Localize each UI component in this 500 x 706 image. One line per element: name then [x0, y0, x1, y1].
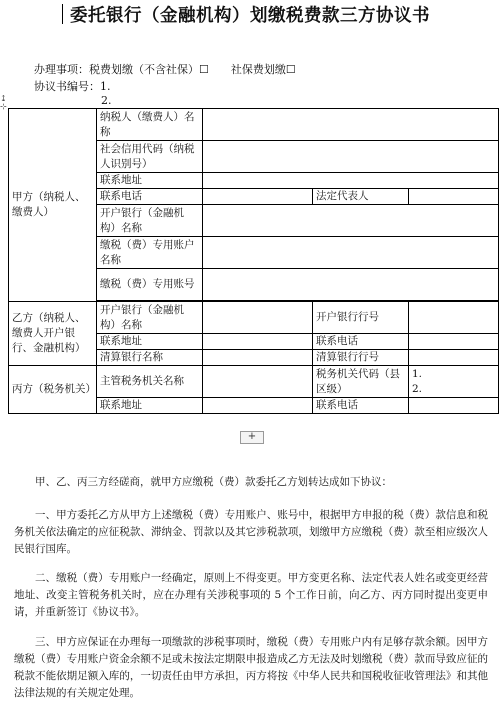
clause-3-paragraph: 三、甲方应保证在办理每一项缴款的涉税事项时，缴税（费）专用账户内有足够存款余额。因甲方缴税（费）专用账户资金余额不足或未按法定期限申报造成乙方无法及时划缴税（费）款而导致应征的税款不能依期足额入库的，一切责任由甲方承担，丙方将按《中华人民共和国税收征收管理法》和其他法律法规的有关规定处理。 — [14, 636, 488, 699]
tax-authority-field[interactable] — [203, 366, 313, 398]
intro-paragraph: 甲、乙、丙三方经磋商，就甲方应缴税（费）款委托乙方划转达成如下协议： — [35, 476, 392, 488]
clearing-bank-field[interactable] — [203, 350, 313, 366]
b-phone-label: 联系电话 — [313, 334, 409, 350]
b-bank-code-label: 开户银行行号 — [313, 302, 409, 334]
clause-2-paragraph: 二、缴税（费）专用账户一经确定，原则上不得变更。甲方变更名称、法定代表人姓名或变更经营地址、改变主管税务机关时，应在办理有关涉税事项的 5 个工作日前，向乙方、丙方同时提出变更申请，并重新签订《协议书》。 — [14, 572, 488, 618]
c-address-field[interactable] — [203, 398, 313, 414]
add-row-button[interactable]: + — [240, 431, 264, 444]
a-bank-label: 开户银行（金融机构）名称 — [97, 205, 203, 237]
party-c-label: 丙方（税务机关） — [9, 366, 97, 414]
b-bank-label: 开户银行（金融机构）名称 — [97, 302, 203, 334]
c-address-label: 联系地址 — [97, 398, 203, 414]
a-address-field[interactable] — [203, 173, 499, 189]
taxpayer-name-label: 纳税人（缴费人）名称 — [97, 109, 203, 141]
b-phone-field[interactable] — [409, 334, 499, 350]
agreement-number-label: 协议书编号：1. — [34, 80, 111, 93]
move-handle-icon[interactable]: ↨ ⊹ — [0, 94, 7, 111]
account-number-label: 缴税（费）专用账号 — [97, 269, 203, 301]
authority-code-2: 2. — [412, 382, 423, 395]
b-address-field[interactable] — [203, 334, 313, 350]
legal-rep-label: 法定代表人 — [313, 189, 409, 205]
party-a-label: 甲方（纳税人、缴费人） — [9, 109, 97, 302]
c-phone-field[interactable] — [409, 398, 499, 414]
clause-1-paragraph: 一、甲方委托乙方从甲方上述缴税（费）专用账户、账号中，根据甲方申报的税（费）款信息和税务机关依法确定的应征税款、滞纳金、罚款以及其它涉税款项，划缴甲方应缴税（费）款至相应级次人民银行国库。 — [14, 509, 488, 555]
account-number-field[interactable] — [203, 269, 499, 301]
account-name-field[interactable] — [203, 237, 499, 269]
clearing-code-label: 清算银行行号 — [313, 350, 409, 366]
c-phone-label: 联系电话 — [313, 398, 409, 414]
a-address-label: 联系地址 — [97, 173, 203, 189]
b-bank-code-field[interactable] — [409, 302, 499, 334]
b-bank-field[interactable] — [203, 302, 313, 334]
agreement-number-2: 2. — [101, 94, 112, 107]
credit-code-field[interactable] — [203, 141, 499, 173]
tax-authority-label: 主管税务机关名称 — [97, 366, 203, 398]
matters-line: 办理事项：税费划缴（不含社保）☐ 社保费划缴☐ — [34, 63, 296, 76]
b-address-label: 联系地址 — [97, 334, 203, 350]
agreement-form-table — [8, 108, 499, 414]
text-cursor — [62, 4, 63, 24]
a-bank-field[interactable] — [203, 205, 499, 237]
a-phone-label: 联系电话 — [97, 189, 203, 205]
tax-authority-code-field[interactable] — [409, 366, 499, 398]
authority-code-1: 1. — [412, 367, 423, 380]
tax-authority-code-label: 税务机关代码（县区级） — [313, 366, 409, 398]
document-title: 委托银行（金融机构）划缴税费款三方协议书 — [70, 6, 430, 26]
clearing-bank-label: 清算银行名称 — [97, 350, 203, 366]
legal-rep-field[interactable] — [409, 189, 499, 205]
a-phone-field[interactable] — [203, 189, 313, 205]
taxpayer-name-field[interactable] — [203, 109, 499, 141]
party-b-label: 乙方（纳税人、缴费人开户银行、金融机构） — [9, 302, 97, 366]
account-name-label: 缴税（费）专用账户名称 — [97, 237, 203, 269]
clearing-code-field[interactable] — [409, 350, 499, 366]
credit-code-label: 社会信用代码（纳税人识别号） — [97, 141, 203, 173]
